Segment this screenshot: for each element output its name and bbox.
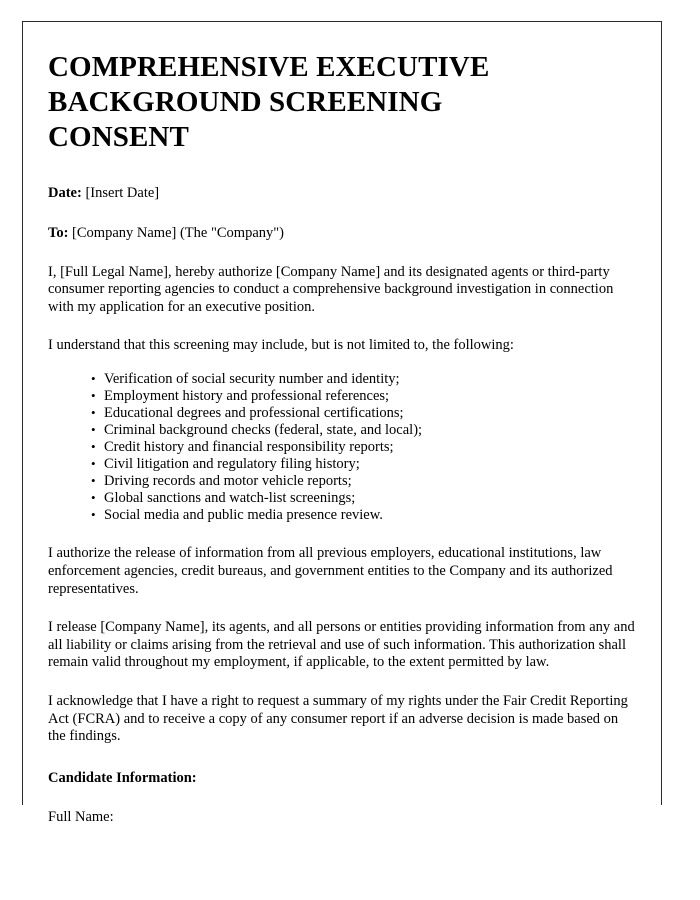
list-item: • Global sanctions and watch-list screenings; xyxy=(91,490,635,507)
recipient-line xyxy=(48,225,635,243)
full-name-field-label: Full Name: xyxy=(48,808,114,825)
date-line xyxy=(48,185,635,203)
date-value: [Insert Date] xyxy=(85,185,160,202)
list-item: • Verification of social security number and identity; xyxy=(91,371,635,388)
candidate-information-heading: Candidate Information: xyxy=(48,769,197,786)
screening-scope-list xyxy=(48,371,635,524)
list-item: • Driving records and motor vehicle reports; xyxy=(91,473,635,490)
list-item: • Criminal background checks (federal, state, and local); xyxy=(91,422,635,439)
page-title: COMPREHENSIVE EXECUTIVE BACKGROUND SCREENING CONSENT xyxy=(48,51,490,154)
scope-intro-paragraph: I understand that this screening may include, but is not limited to, the following: xyxy=(48,337,514,354)
authorization-paragraph: I, [Full Legal Name], hereby authorize [Company Name] and its designated agents or third-party consumer reporting agencies to conduct a comprehensive background investigation in connection with my application for an executive position. xyxy=(48,263,614,315)
list-item: • Social media and public media presence review. xyxy=(91,507,635,524)
list-item: • Employment history and professional references; xyxy=(91,388,635,405)
document-body xyxy=(23,50,661,826)
list-item: • Civil litigation and regulatory filing history; xyxy=(91,456,635,473)
list-item: • Credit history and financial responsibility reports; xyxy=(91,439,635,456)
to-value: [Company Name] (The "Company") xyxy=(72,224,285,241)
date-label: Date: xyxy=(48,185,82,202)
fcra-rights-paragraph: I acknowledge that I have a right to request a summary of my rights under the Fair Credit Reporting Act (FCRA) and to receive a copy of any consumer report if an adverse decision is made based on the findings. xyxy=(48,692,628,745)
to-label: To: xyxy=(48,224,69,241)
list-item: • Educational degrees and professional certifications; xyxy=(91,405,635,422)
release-of-information-paragraph: I authorize the release of information from all previous employers, educational institutions, law enforcement agencies, credit bureaus, and government entities to the Company and its authorized representatives. xyxy=(48,545,613,597)
document-page xyxy=(22,21,662,825)
liability-release-paragraph: I release [Company Name], its agents, and all persons or entities providing information from any and all liability or claims arising from the retrieval and use of such information. This authorization shall remain valid throughout my employment, if applicable, to the extent permitted by law. xyxy=(48,619,635,671)
